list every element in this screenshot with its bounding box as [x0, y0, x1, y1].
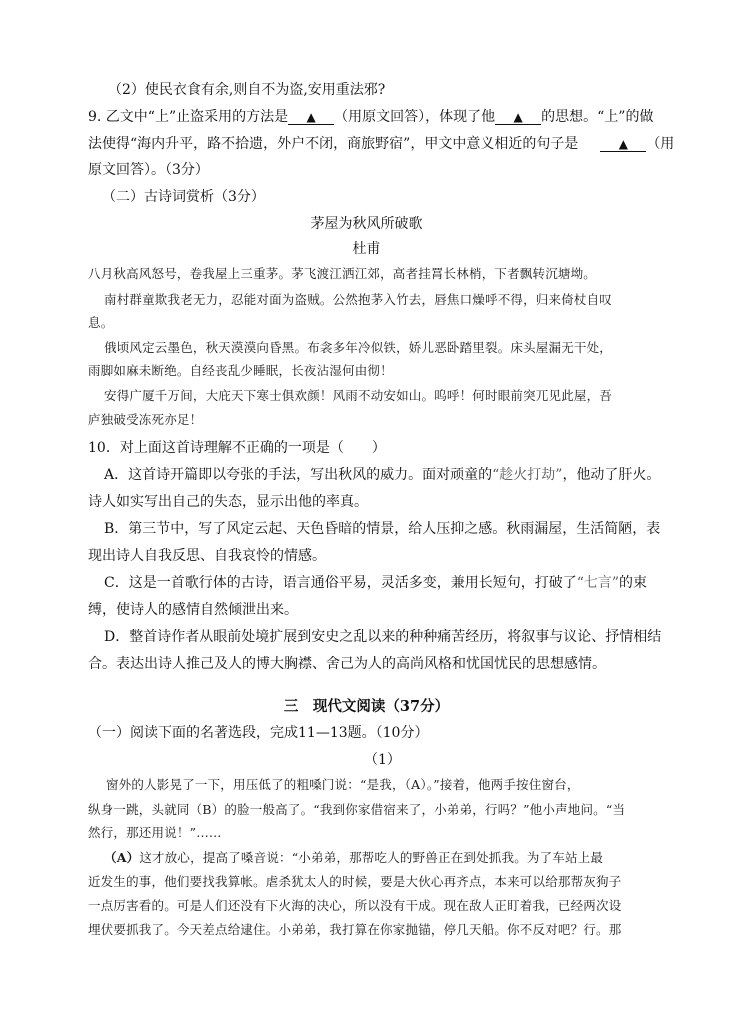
poem-line: 八月秋高风怒号，卷我屋上三重茅。茅飞渡江洒江郊，高者挂罥长林梢，下者飘转沉塘坳。	[88, 266, 597, 281]
q10-option-c-cont: 缚，使诗人的感情自然倾泄出来。	[88, 602, 298, 618]
excerpt-line: 然行，那还用说！”……	[88, 825, 222, 840]
answer-blank[interactable]: ▲	[600, 137, 646, 152]
poem-line: 俄顷风定云墨色，秋天漠漠向昏黑。布衾多年冷似铁，娇儿恶卧踏里裂。床头屋漏无干处，	[104, 340, 613, 355]
poem-line: 南村群童欺我老无力，忍能对面为盗贼。公然抱茅入竹去，唇焦口燥呼不得，归来倚杖自叹	[104, 292, 613, 307]
q10-option-b-cont: 现出诗人自我反思、自我哀怜的情感。	[88, 548, 326, 564]
excerpt-number: （1）	[364, 752, 401, 768]
poem-author: 杜甫	[352, 241, 381, 257]
q10-option-a-cont: 诗人如实写出自己的失态，显示出他的率真。	[88, 494, 368, 510]
q10-option-d[interactable]: D．整首诗作者从眼前处境扩展到安史之乱以来的种种痛苦经历，将叙事与议论、抒情相结	[104, 629, 662, 645]
subsection-1-heading: （一）阅读下面的名著选段，完成11—13题。（10分）	[88, 725, 429, 741]
excerpt-line: （A）这才放心，提高了嗓音说：“小弟弟，那帮吃人的野兽正在到处抓我。为了车站上最	[104, 850, 604, 865]
q8-item-2: （2）使民衣食有余,则自不为盗,安用重法邪?	[108, 82, 386, 98]
poem-title: 茅屋为秋风所破歌	[310, 216, 423, 232]
q10-option-c[interactable]: C．这是一首歌行体的古诗，语言通俗平易，灵活多变，兼用长短句，打破了“七言”的束	[104, 575, 648, 591]
q10-option-a[interactable]: A．这首诗开篇即以夸张的手法，写出秋风的威力。面对顽童的“趁火打劫”，他动了肝火。	[104, 467, 661, 483]
q10-option-b[interactable]: B．第三节中，写了风定云起、天色昏暗的情景，给人压抑之感。秋雨漏屋，生活简陋，表	[104, 521, 661, 537]
section-3-heading: 三 现代文阅读（37分）	[283, 698, 450, 715]
q9-line-2: 法使得“海内升平，路不拾遗，外户不闭，商旅野宿”，甲文中意义相近的句子是 ▲ （用	[88, 136, 675, 152]
q10-stem: 10．对上面这首诗理解不正确的一项是（ ）	[88, 440, 386, 456]
q10-option-d-cont: 合。表达出诗人推己及人的博大胸襟、舍己为人的高尚风格和忧国忧民的思想感情。	[88, 656, 606, 672]
q9-line-3: 原文回答）。（3分）	[88, 162, 209, 178]
excerpt-line: 纵身一跳，头就同（B）的脸一般高了。“我到你家借宿来了，小弟弟，行吗？”他小声地问。“当	[88, 802, 626, 817]
excerpt-line: 近发生的事，他们要找我算帐。虐杀犹太人的时候，要是大伙心再齐点，本来可以给那帮灰狗子	[88, 874, 622, 889]
poem-line: 息。	[88, 315, 114, 330]
excerpt-line: 埋伏要抓我了。今天差点给逮住。小弟弟，我打算在你家抛锚，停几天船。你不反对吧？行。那	[88, 922, 622, 937]
poem-line: 庐独破受冻死亦足！	[88, 412, 203, 427]
poem-line: 雨脚如麻未断绝。自经丧乱少睡眠，长夜沾湿何由彻！	[88, 363, 393, 378]
poem-line: 安得广厦千万间，大庇天下寒士俱欢颜！风雨不动安如山。呜呼！何时眼前突兀见此屋，吾	[104, 388, 613, 403]
excerpt-line: 窗外的人影晃了一下，用压低了的粗嗓门说：“是我，（A）。”接着，他两手按住窗台，	[106, 777, 580, 792]
answer-blank[interactable]: ▲	[288, 110, 334, 125]
excerpt-line: 一点厉害看的。可是人们还没有下火海的决心，所以没有干成。现在敌人正盯着我，已经两次设	[88, 898, 622, 913]
answer-blank[interactable]: ▲	[495, 110, 541, 125]
section-2-heading: （二）古诗词赏析（3分）	[102, 189, 265, 205]
q9-line-1: 9. 乙文中“上”止盗采用的方法是 ▲ （用原文回答），体现了他 ▲ 的思想。“上”的做	[88, 109, 654, 125]
